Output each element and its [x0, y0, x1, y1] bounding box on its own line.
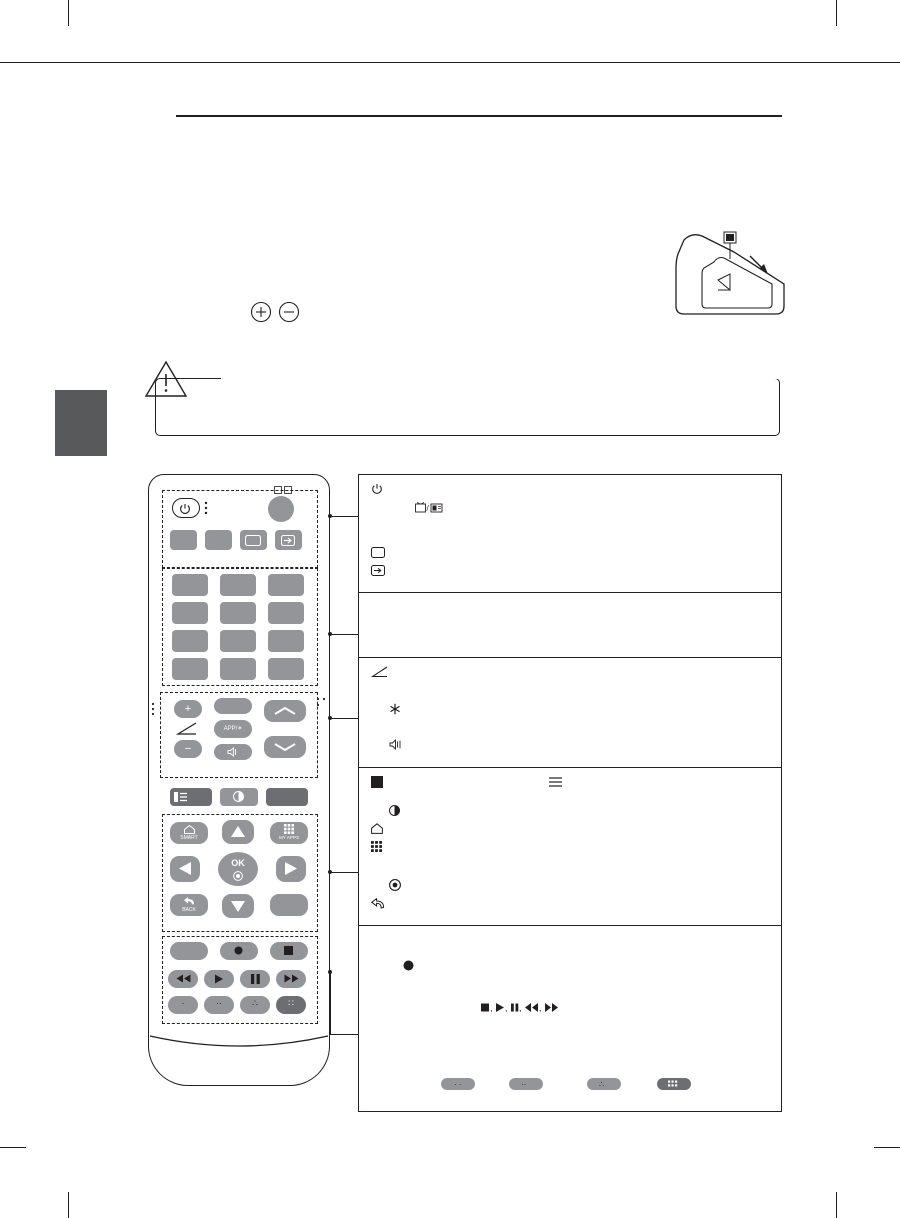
rewind-button[interactable] — [168, 970, 198, 988]
color-yellow-label: ∴ — [252, 998, 258, 1008]
crop-mark-left-bottom — [0, 1147, 26, 1148]
desc-row-power — [359, 475, 781, 593]
stop-button[interactable] — [270, 942, 308, 960]
volume-group-dots — [150, 702, 158, 721]
svg-text:,: , — [519, 1003, 522, 1013]
svg-text:,: , — [490, 1003, 493, 1013]
menu-square-icon — [371, 776, 389, 791]
energy-icon — [389, 805, 407, 819]
pause-button[interactable] — [240, 970, 270, 988]
arrow-down-button[interactable] — [222, 894, 254, 918]
ratio-button[interactable] — [240, 530, 267, 550]
desc-entry-tv-radio — [371, 502, 771, 517]
leader-line-playback-h — [330, 1034, 358, 1035]
caution-text-box — [155, 378, 780, 436]
desc-entry-menu — [371, 776, 771, 791]
volume-down-button[interactable] — [174, 740, 202, 758]
page-tab — [55, 390, 107, 456]
desc-entry-record — [371, 960, 771, 974]
number-button-8[interactable] — [220, 630, 256, 652]
power-icon — [179, 502, 191, 520]
desc-entry-blank — [371, 521, 771, 543]
svg-text:∴: ∴ — [599, 1080, 605, 1089]
desc-entry-input — [371, 565, 771, 579]
title-rule — [176, 115, 782, 117]
arrow-up-button[interactable] — [222, 820, 254, 844]
color-button-blue[interactable] — [276, 996, 306, 1014]
energy-saving-button[interactable] — [170, 530, 197, 550]
number-button-1[interactable] — [172, 574, 208, 596]
number-button-9[interactable] — [268, 630, 304, 652]
tv-radio-icon — [415, 502, 443, 517]
color-red-label: · — [181, 998, 185, 1008]
channel-group-dots — [316, 696, 328, 714]
tv-radio-label — [268, 486, 298, 496]
arrow-left-button[interactable] — [170, 856, 200, 882]
grid-icon — [371, 841, 389, 855]
crop-mark-bottom-right — [836, 1192, 837, 1218]
caution-box-notch — [221, 378, 781, 379]
number-button-0[interactable] — [220, 658, 256, 680]
back-label: BACK — [182, 907, 196, 913]
desc-entry-transport — [371, 1002, 771, 1016]
leader-line-playback-v — [330, 972, 331, 1034]
desc-entry-mute — [371, 739, 771, 753]
number-button-7[interactable] — [172, 630, 208, 652]
desc-row-numbers — [359, 593, 781, 658]
desc-entry-volume — [371, 666, 771, 681]
ok-icon — [389, 879, 407, 894]
desc-entry-energy — [371, 805, 771, 819]
number-button-2[interactable] — [220, 574, 256, 596]
leader-dot-power — [328, 514, 332, 518]
info-button[interactable] — [266, 788, 308, 806]
av-mode-button[interactable] — [205, 530, 232, 550]
record-button[interactable] — [220, 942, 258, 960]
ratio-icon — [371, 547, 389, 561]
smart-button[interactable] — [170, 822, 208, 844]
number-button-5[interactable] — [220, 602, 256, 624]
subtitle-button[interactable] — [170, 942, 208, 960]
desc-entry-number-keys — [371, 601, 771, 614]
smart-label: SMART — [180, 835, 198, 841]
mute-icon — [389, 739, 407, 753]
desc-entry-subtitle — [371, 934, 771, 956]
desc-entry-myapps — [371, 841, 771, 855]
leader-dot-navigation — [328, 870, 332, 874]
number-button-3[interactable] — [268, 574, 304, 596]
color-blue-label: ∷ — [288, 998, 294, 1008]
crop-mark-right-bottom — [874, 1147, 900, 1148]
desc-entry-app-note — [371, 722, 771, 735]
power-dots — [204, 500, 212, 521]
energy-mode-button[interactable] — [220, 788, 258, 806]
volume-up-label: + — [184, 703, 192, 715]
my-apps-button[interactable] — [270, 822, 308, 844]
forward-button[interactable] — [276, 970, 306, 988]
number-button-4[interactable] — [172, 602, 208, 624]
ok-button[interactable] — [218, 852, 258, 886]
desc-entry-power — [371, 483, 771, 498]
guide-button[interactable] — [214, 698, 252, 714]
desc-row-playback — [359, 926, 781, 1111]
color-buttons — [441, 1076, 741, 1095]
desc-entry-home — [371, 823, 771, 837]
svg-text:··: ·· — [521, 1080, 527, 1089]
page-down-button[interactable] — [264, 736, 306, 758]
desc-entry-colorbuttons — [371, 1076, 771, 1095]
svg-text:· ·: · · — [454, 1080, 462, 1089]
volume-icon — [176, 722, 198, 741]
desc-row-navigation — [359, 768, 781, 926]
desc-entry-list — [371, 618, 771, 631]
desc-entry-app-star — [371, 703, 771, 718]
svg-text:/: / — [426, 504, 429, 513]
battery-cover-illustration — [672, 228, 790, 320]
color-button-green[interactable] — [204, 996, 234, 1014]
remote-control-illustration — [148, 474, 330, 1086]
play-button[interactable] — [204, 970, 234, 988]
plus-minus-icons — [250, 300, 310, 329]
power-icon — [371, 483, 389, 498]
back-icon — [371, 898, 389, 912]
desc-entry-ok — [371, 879, 771, 894]
desc-entry-volume-note — [371, 685, 771, 699]
mute-button[interactable] — [214, 744, 252, 760]
input-icon — [371, 565, 389, 579]
volume-icon — [371, 666, 389, 681]
my-apps-label: MY APPS — [278, 835, 300, 840]
color-button-yellow[interactable] — [240, 996, 270, 1014]
crop-mark-top-right — [836, 0, 837, 26]
app-star-button[interactable] — [214, 720, 252, 738]
color-button-red[interactable] — [168, 996, 198, 1014]
leader-dot-volume — [328, 716, 332, 720]
desc-entry-back — [371, 898, 771, 912]
list-icon — [549, 777, 567, 790]
desc-entry-ratio — [371, 547, 771, 561]
crop-mark-bottom-left — [68, 1192, 69, 1218]
button-description-table — [358, 474, 782, 1112]
crop-mark-top-left — [68, 0, 69, 26]
tv-radio-button[interactable] — [268, 496, 294, 522]
home-icon — [371, 823, 389, 837]
volume-up-button[interactable] — [174, 700, 202, 718]
list-button[interactable] — [172, 658, 208, 680]
ok-label: OK — [231, 858, 245, 868]
leader-dot-playback — [328, 970, 332, 974]
leader-line-navigation — [330, 872, 358, 873]
arrow-right-button[interactable] — [276, 856, 306, 882]
input-button[interactable] — [275, 530, 302, 550]
caution-block — [143, 358, 783, 438]
leader-line-power — [330, 516, 358, 517]
svg-text:,: , — [505, 1003, 508, 1013]
number-button-6[interactable] — [268, 602, 304, 624]
leader-dot-numbers — [328, 632, 332, 636]
desc-row-volume — [359, 658, 781, 768]
header-rule — [0, 62, 900, 63]
page-up-button[interactable] — [264, 700, 306, 722]
transport-icons — [481, 1002, 567, 1016]
record-icon — [403, 960, 421, 974]
leader-line-volume — [330, 718, 358, 719]
leader-line-numbers — [330, 634, 358, 635]
menu-button[interactable] — [170, 788, 212, 806]
svg-text:,: , — [539, 1003, 542, 1013]
remote-bottom-curve — [149, 1030, 329, 1086]
volume-down-label: − — [184, 743, 192, 755]
exit-button[interactable] — [270, 894, 308, 916]
flashback-button[interactable] — [268, 658, 304, 680]
back-button[interactable] — [170, 894, 208, 916]
app-star-label: APP/✶ — [223, 726, 243, 732]
color-green-label: ·· — [216, 998, 222, 1008]
app-star-icon — [389, 703, 407, 718]
